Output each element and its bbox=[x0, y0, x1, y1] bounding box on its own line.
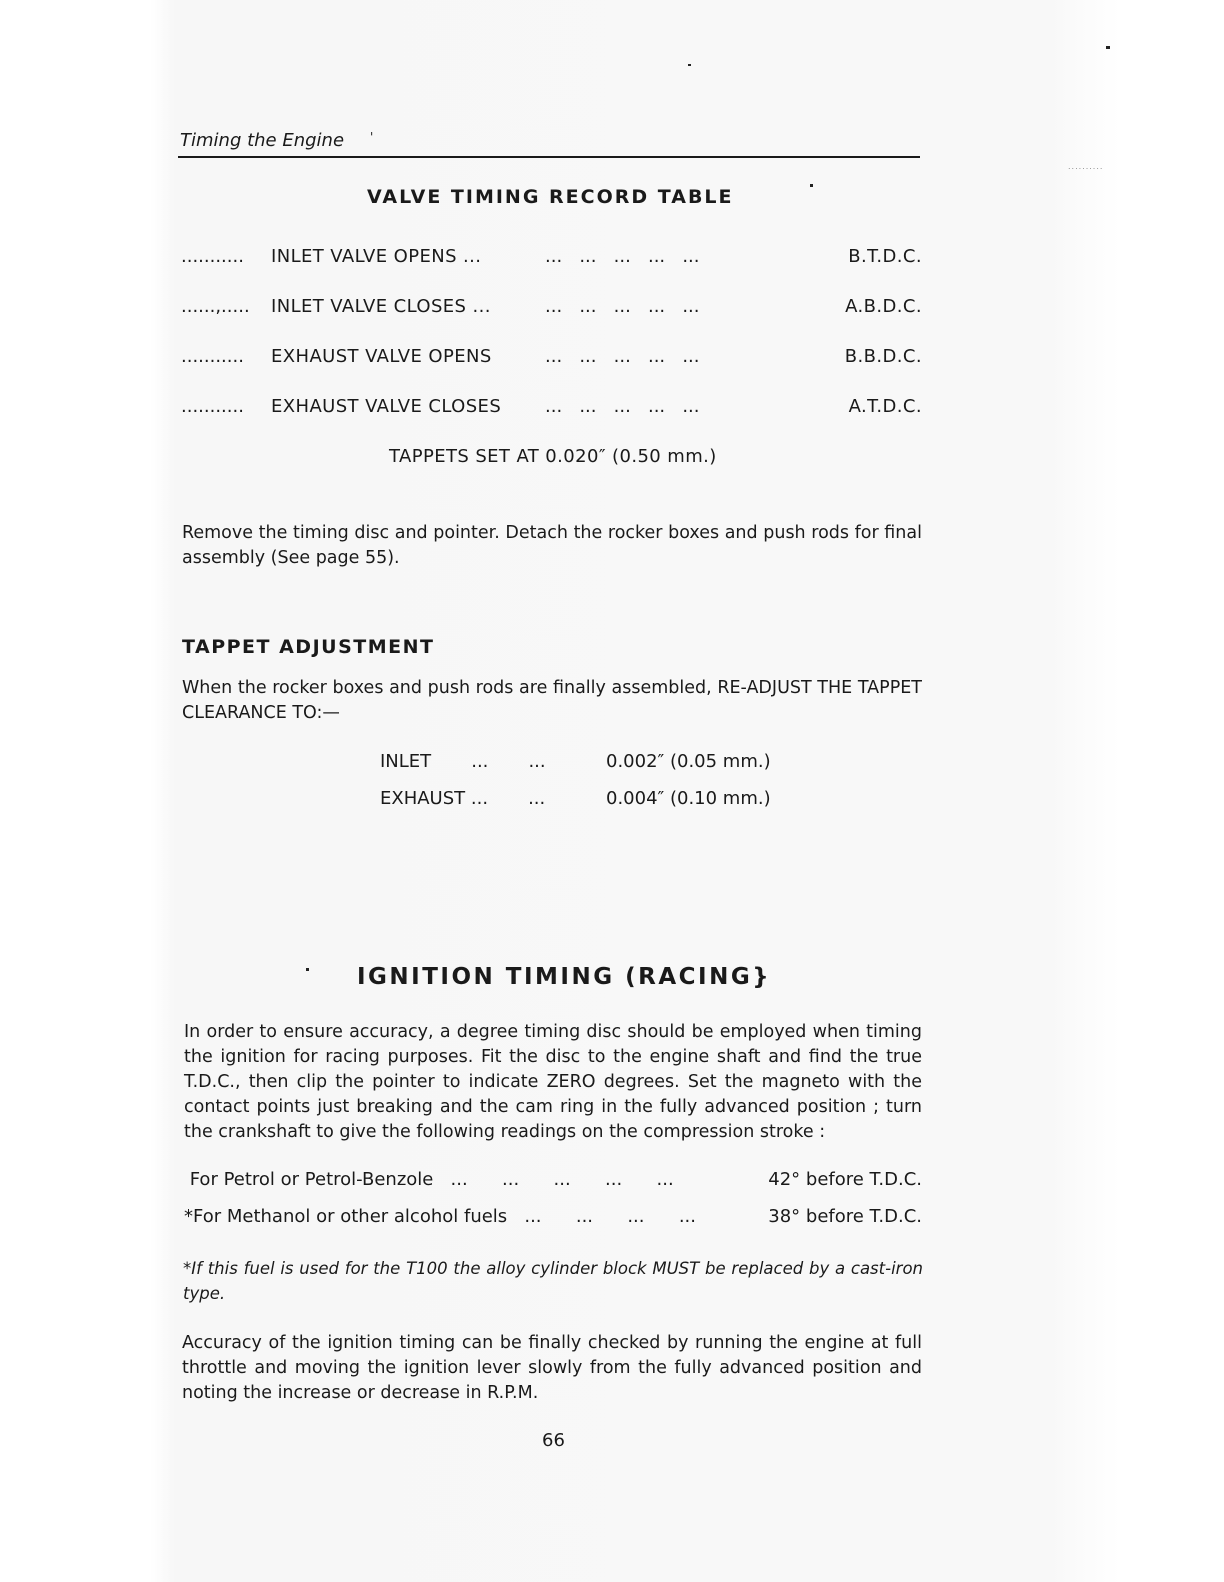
clearance-value: 0.004″ (0.10 mm.) bbox=[606, 788, 771, 809]
ink-speck bbox=[306, 968, 309, 971]
valve-row-label: EXHAUST VALVE OPENS bbox=[271, 346, 492, 367]
header-title: Timing the Engine bbox=[180, 130, 345, 151]
fill-in-blank: ........... bbox=[181, 346, 244, 367]
fuel-advance-value: 38° before T.D.C. bbox=[768, 1206, 922, 1227]
valve-row bbox=[181, 296, 922, 322]
margin-marks: .......... bbox=[1068, 162, 1104, 171]
fuel-label: *For Methanol or other alcohol fuels ... ... ... ... bbox=[184, 1206, 696, 1227]
clearance-label: INLET ... ... bbox=[380, 751, 546, 772]
valve-row-label: EXHAUST VALVE CLOSES bbox=[271, 396, 502, 417]
running-header bbox=[178, 128, 920, 158]
valve-row-label: INLET VALVE CLOSES ... bbox=[271, 296, 491, 317]
fuel-row bbox=[184, 1169, 922, 1195]
valve-row-code: B.B.D.C. bbox=[844, 346, 922, 367]
header-tick: ' bbox=[370, 130, 374, 144]
dot-leader: ... ... ... ... ... bbox=[545, 296, 700, 317]
fuel-row bbox=[184, 1206, 922, 1232]
clearance-row bbox=[380, 751, 800, 777]
valve-row bbox=[181, 246, 922, 272]
dot-leader: ... ... ... ... ... bbox=[545, 246, 700, 267]
accuracy-paragraph: Accuracy of the ignition timing can be finally checked by running the engine at full throttle and moving the ignition lever slowly from the fully advanced position and noting the increase or decrease in R.P.M. bbox=[182, 1333, 922, 1403]
clearance-row bbox=[380, 788, 800, 814]
valve-row-label: INLET VALVE OPENS ... bbox=[271, 246, 482, 267]
ink-speck bbox=[688, 64, 691, 66]
fill-in-blank: ......,..... bbox=[181, 296, 250, 317]
ignition-paragraph: In order to ensure accuracy, a degree timing disc should be employed when timing the ignition for racing purposes. Fit the disc to the engine shaft and find the true T.D.C., then clip the pointer to indicate ZERO degrees. Set the magneto with the contact points just breaking and the cam ring in the fully advanced position ; turn the crankshaft to give the following readings on the compression stroke : bbox=[184, 1022, 922, 1142]
valve-row-code: A.T.D.C. bbox=[848, 396, 922, 417]
tappet-adjustment-intro: When the rocker boxes and push rods are finally assembled, RE-ADJUST THE TAPPET CLEARANCE TO:— bbox=[182, 678, 922, 723]
valve-table-title: VALVE TIMING RECORD TABLE bbox=[367, 186, 734, 208]
tappet-adjustment-heading: TAPPET ADJUSTMENT bbox=[182, 636, 435, 658]
remove-disc-paragraph: Remove the timing disc and pointer. Detach the rocker boxes and push rods for final assembly (See page 55). bbox=[182, 523, 922, 568]
fill-in-blank: ........... bbox=[181, 396, 244, 417]
valve-row bbox=[181, 396, 922, 422]
ink-speck bbox=[1106, 46, 1110, 49]
clearance-label: EXHAUST ... ... bbox=[380, 788, 546, 809]
methanol-footnote: *If this fuel is used for the T100 the alloy cylinder block MUST be replaced by a cast-iron type. bbox=[183, 1259, 923, 1303]
valve-row-code: A.B.D.C. bbox=[845, 296, 922, 317]
page-number: 66 bbox=[542, 1430, 565, 1451]
fuel-label: For Petrol or Petrol-Benzole ... ... ... ... ... bbox=[184, 1169, 674, 1190]
ignition-timing-heading: IGNITION TIMING (RACING} bbox=[357, 964, 772, 990]
ink-speck bbox=[810, 184, 813, 187]
dot-leader: ... ... ... ... ... bbox=[545, 346, 700, 367]
fuel-advance-value: 42° before T.D.C. bbox=[768, 1169, 922, 1190]
valve-row bbox=[181, 346, 922, 372]
tappets-set-note: TAPPETS SET AT 0.020″ (0.50 mm.) bbox=[389, 446, 717, 467]
dot-leader: ... ... ... ... ... bbox=[545, 396, 700, 417]
valve-row-code: B.T.D.C. bbox=[848, 246, 922, 267]
fill-in-blank: ........... bbox=[181, 246, 244, 267]
clearance-value: 0.002″ (0.05 mm.) bbox=[606, 751, 771, 772]
